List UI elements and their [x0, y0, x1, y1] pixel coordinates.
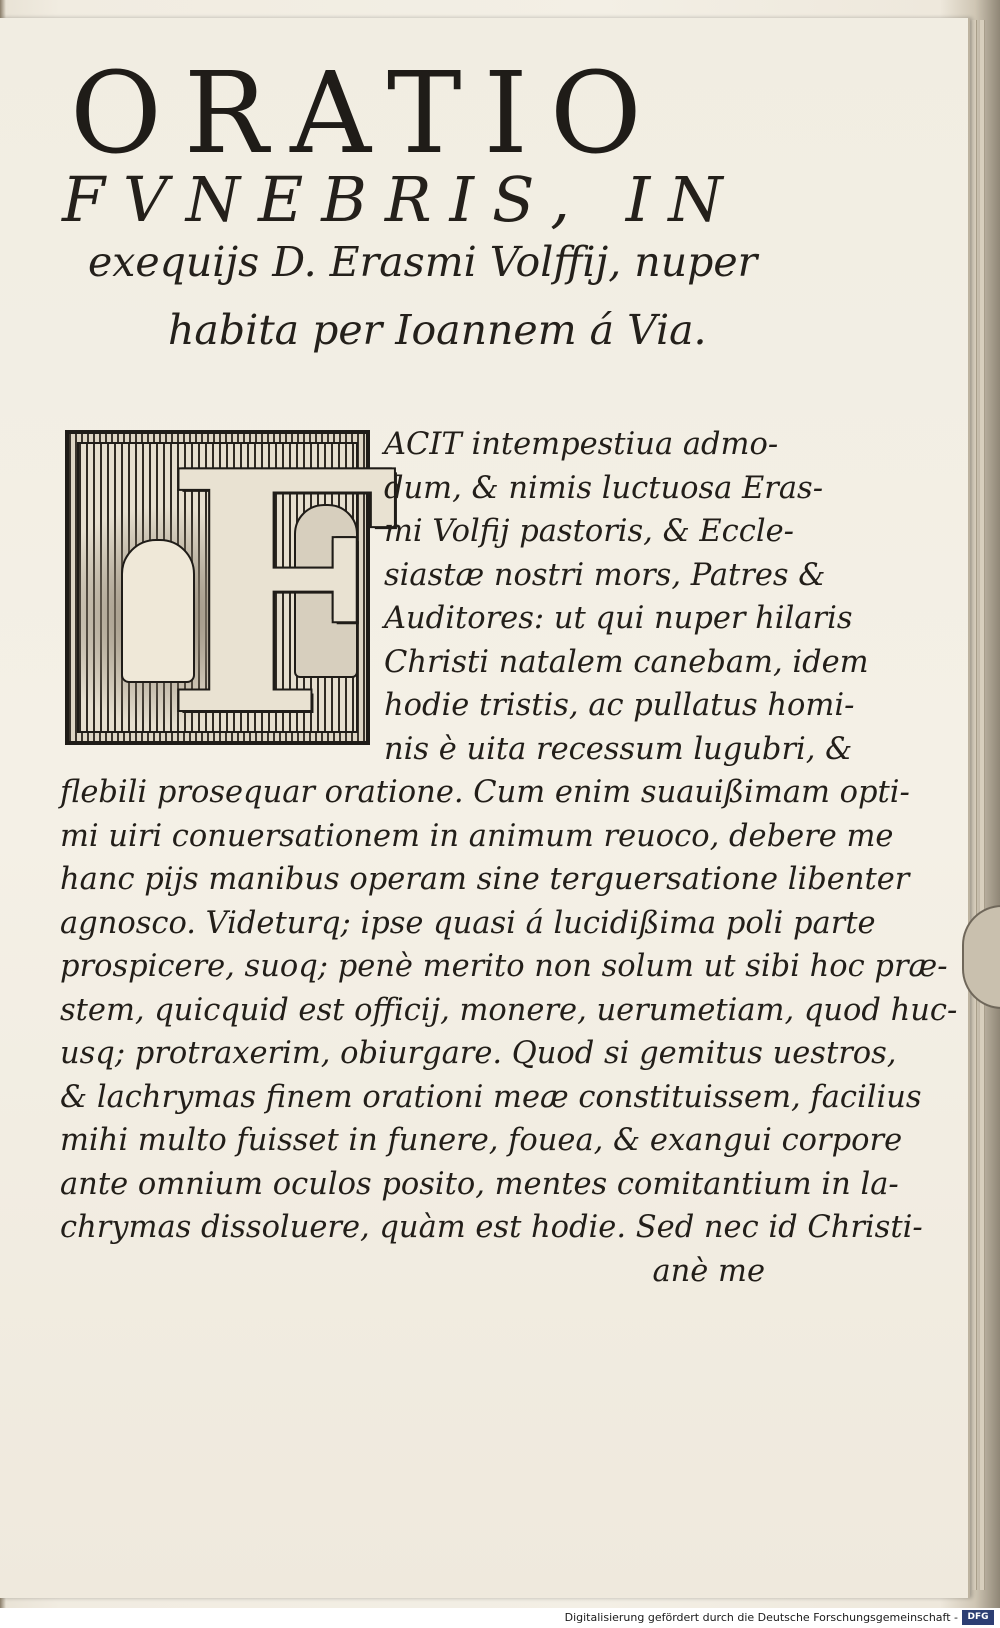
title-line-2: FVNEBRIS, IN [62, 163, 741, 236]
footer-bar [0, 1608, 1000, 1628]
text-line: flebili prosequar oratione. Cum enim suauißimam opti- [60, 775, 910, 810]
catchword: anè me [652, 1253, 765, 1289]
book-page [0, 18, 970, 1598]
text-line: Christi natalem canebam, idem [384, 644, 869, 680]
page-edge [980, 20, 985, 1590]
title-line-4: habita per Ioannem á Via. [168, 306, 707, 354]
text-line: hodie tristis, ac pullatus homi- [384, 688, 855, 723]
text-line: mi uiri conuersationem in animum reuoco, debere me [60, 818, 894, 854]
text-line: chrymas dissoluere, quàm est hodie. Sed nec id Christi- [60, 1210, 923, 1245]
title-line-3: exequijs D. Erasmi Volffij, nuper [88, 238, 758, 286]
body-text [60, 400, 958, 1293]
text-line: agnosco. Videturq; ipse quasi á lucidißima poli parte [60, 905, 876, 941]
text-line: nis è uita recessum lugubri, & [384, 731, 853, 767]
text-line: ACIT intempestiua admo- [384, 427, 779, 462]
text-line: usq; protraxerim, obiurgare. Quod si gemitus uestros, [60, 1036, 897, 1071]
text-line: siastæ nostri mors, Patres & [384, 557, 826, 593]
footer-credit: Digitalisierung gefördert durch die Deutsche Forschungsgemeinschaft - [564, 1611, 958, 1624]
page-edge [972, 20, 977, 1590]
text-line: hanc pijs manibus operam sine terguersatione libenter [60, 862, 910, 897]
text-line: & lachrymas finem orationi meæ constituissem, facilius [60, 1079, 922, 1115]
text-line: prospicere, suoq; penè merito non solum ut sibi hoc præ- [60, 949, 948, 984]
text-line: ante omnium oculos posito, mentes comitantium in la- [60, 1166, 899, 1202]
text-line: stem, quicquid est officij, monere, uerumetiam, quod huc- [60, 992, 958, 1028]
text-line: dum, & nimis luctuosa Eras- [384, 470, 824, 506]
dfg-logo: DFG [962, 1610, 994, 1625]
text-line: Auditores: ut qui nuper hilaris [384, 601, 853, 636]
text-line: mihi multo fuisset in funere, fouea, & exangui corpore [60, 1123, 903, 1158]
title-line-1: ORATIO [70, 49, 664, 179]
initial-letter: F [164, 400, 399, 788]
text-line: mi Volfij pastoris, & Eccle- [384, 514, 794, 549]
